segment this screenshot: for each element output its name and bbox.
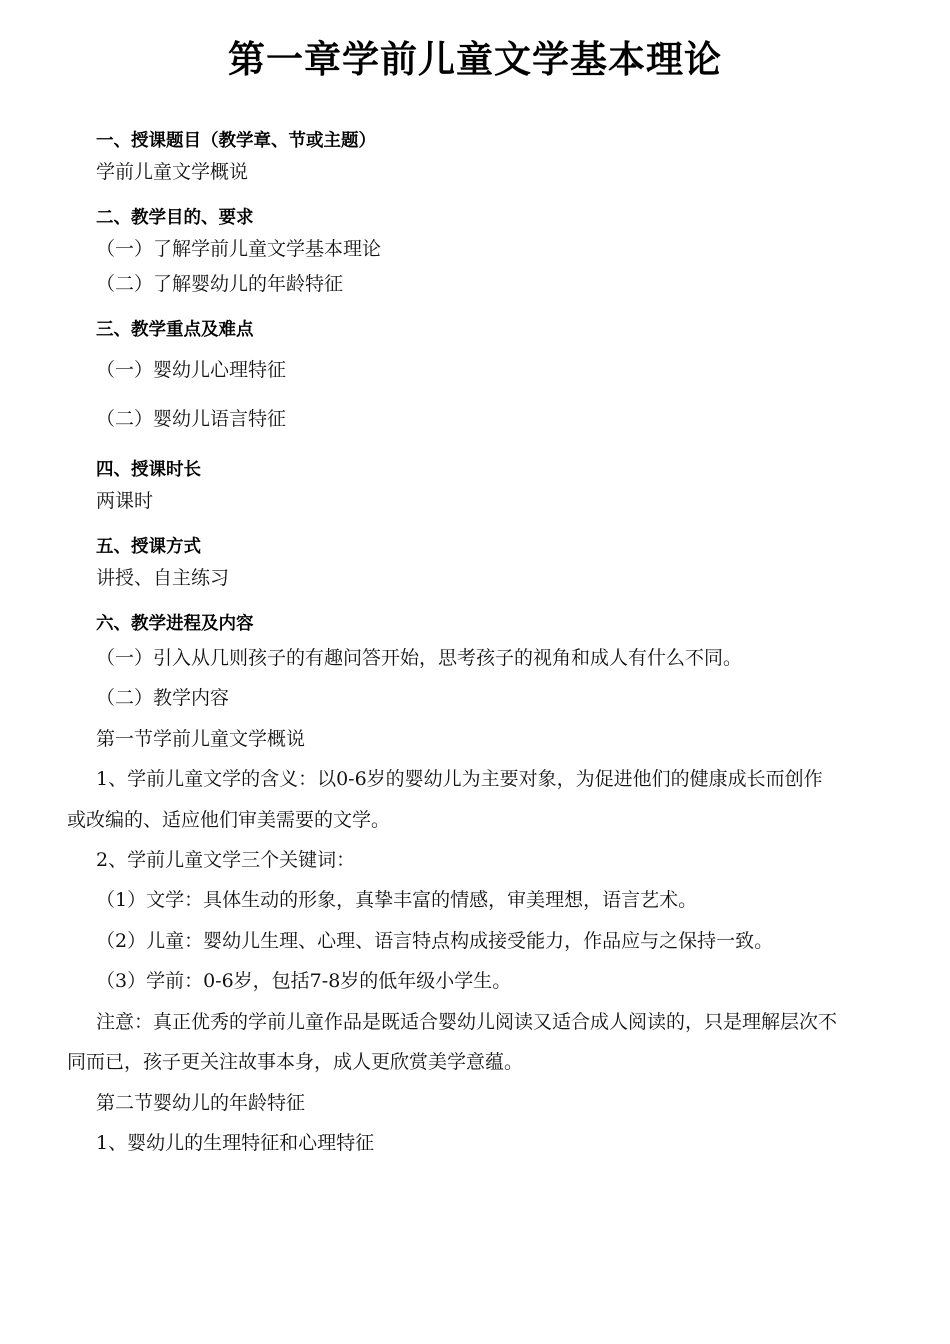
paragraph-line: 2、学前儿童文学三个关键词： — [96, 849, 356, 871]
section-3-item: （二）婴幼儿语言特征 — [96, 408, 287, 430]
section-2-item: （一）了解学前儿童文学基本理论 — [96, 238, 382, 260]
section-heading-5: 五、授课方式 — [96, 537, 201, 557]
paragraph-line: （2）儿童：婴幼儿生理、心理、语言特点构成接受能力，作品应与之保持一致。 — [96, 930, 774, 952]
section-body-1: 学前儿童文学概说 — [96, 161, 249, 183]
subsection-heading: 第一节学前儿童文学概说 — [96, 728, 306, 750]
section-heading-1: 一、授课题目（教学章、节或主题） — [96, 131, 376, 151]
paragraph-line: 同而已，孩子更关注故事本身，成人更欣赏美学意蕴。 — [67, 1051, 524, 1073]
section-heading-2: 二、教学目的、要求 — [96, 208, 254, 228]
section-heading-4: 四、授课时长 — [96, 460, 201, 480]
section-2-item: （二）了解婴幼儿的年龄特征 — [96, 273, 344, 295]
paragraph-line: 1、学前儿童文学的含义：以0-6岁的婴幼儿为主要对象，为促进他们的健康成长而创作 — [96, 768, 823, 790]
paragraph-line: （3）学前：0-6岁，包括7-8岁的低年级小学生。 — [96, 970, 512, 992]
section-body-5: 讲授、自主练习 — [96, 567, 230, 589]
section-3-item: （一）婴幼儿心理特征 — [96, 359, 287, 381]
section-body-4: 两课时 — [96, 490, 154, 512]
section-heading-3: 三、教学重点及难点 — [96, 320, 254, 340]
document-title: 第一章学前儿童文学基本理论 — [228, 38, 722, 81]
paragraph-line: 注意：真正优秀的学前儿童作品是既适合婴幼儿阅读又适合成人阅读的，只是理解层次不 — [96, 1011, 838, 1033]
subsection-heading: 第二节婴幼儿的年龄特征 — [96, 1092, 306, 1114]
paragraph-line: 1、婴幼儿的生理特征和心理特征 — [96, 1132, 375, 1154]
paragraph-line: （1）文学：具体生动的形象，真挚丰富的情感，审美理想，语言艺术。 — [96, 889, 698, 911]
section-heading-6: 六、教学进程及内容 — [96, 614, 254, 634]
paragraph-line: 或改编的、适应他们审美需要的文学。 — [67, 809, 391, 831]
paragraph-line: （一）引入从几则孩子的有趣问答开始，思考孩子的视角和成人有什么不同。 — [96, 647, 743, 669]
paragraph-line: （二）教学内容 — [96, 687, 230, 709]
